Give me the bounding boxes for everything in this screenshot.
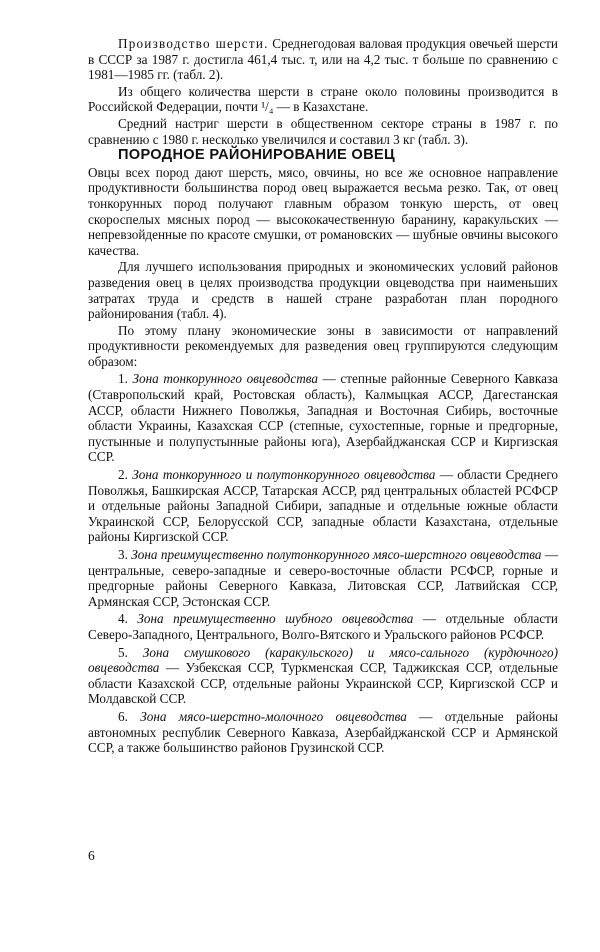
zone-name: Зона преимущественно полутонкорунного мясо-шерстного овцеводства [131, 547, 542, 562]
zone-item [88, 709, 558, 756]
zone-description: — отдельные области Северо-Западного, Центрального, Волго-Вятского и Уральского районов РСФСР. [88, 611, 558, 642]
paragraph-breeds-intro: Овцы всех пород дают шерсть, мясо, овчины, но все же основное направление продуктивности большинства пород овец выражается весьма резко. Так, от овец тонкорунных пород получают главным образом тонкую шерсть, от овец скороспелых мясных пород — высококачественную баранину, каракульских — непревзойденные по красоте смушки, от романовских — шубные овчины высокого качества. [88, 164, 558, 258]
paragraph-zoning-plan: Для лучшего использования природных и экономических условий районов разведения овец в целях производства продукции овцеводства при наименьших затратах труда и средств в нашей стране разработан план породного районирования (табл. 4). [88, 259, 558, 322]
page-number: 6 [88, 848, 95, 863]
wool-production-body: Среднегодовая валовая продукция овечьей шерсти в СССР за 1987 г. достигла 461,4 тыс. т, или на 4,2 тыс. т больше по сравнению с 1981—1985 гг. (табл. 2). [88, 36, 558, 83]
zone-name: Зона смушкового (каракульского) и мясо-сального (курдючного) овцеводства [88, 644, 558, 676]
zone-name: Зона преимущественно шубного овцеводства [137, 611, 414, 627]
paragraph-average-clip: Средний настриг шерсти в общественном секторе страны в 1987 г. по сравнению с 1980 г. несколько увеличился и составил 3 кг (табл. 3). [88, 115, 558, 147]
zone-description: — отдельные районы автономных республик Северного Кавказа, Азербайджанской ССР и Армянской ССР, а также большинство районов Грузинской ССР. [88, 708, 558, 756]
zone-description: — центральные, северо-западные и северо-восточные области РСФСР, горные и предгорные районы Северного Кавказа, Литовская ССР, Латвийская ССР, Армянская ССР, Эстонская ССР. [88, 547, 559, 609]
paragraph-wool-share: Из общего количества шерсти в стране около половины производится в Российской Федерации, почти ¹/₄ — в Казахстане. [88, 83, 558, 115]
zone-number: 2. [118, 467, 128, 483]
zone-number: 3. [118, 547, 128, 562]
section-heading: ПОРОДНОЕ РАЙОНИРОВАНИЕ ОВЕЦ [118, 147, 395, 164]
zone-item [88, 645, 558, 707]
zone-name: Зона мясо-шерстно-молочного овцеводства [140, 708, 407, 724]
wool-production-title: Производство шерсти. [118, 36, 269, 51]
zone-number: 6. [118, 708, 128, 724]
paragraph-wool-production [88, 36, 558, 83]
zone-description: — степные районные Северного Кавказа (Ставропольский край, Ростовская область), Калмыцкая АССР, Дагестанская АССР, области Нижнего Поволжья, Западная и Восточная Сибирь, восточные области Украины, Казахская ССР (степные, сухостепные, горные и предгорные, пустынные и полупустынные районы юга), Азербайджанская ССР и Киргизская ССР. [88, 371, 559, 465]
zone-number: 1. [118, 371, 128, 387]
zone-item [88, 547, 558, 609]
zone-name: Зона тонкорунного овцеводства [132, 371, 318, 387]
zone-number: 4. [118, 611, 128, 627]
zone-description: — области Среднего Поволжья, Башкирская АССР, Татарская АССР, ряд центральных областей РСФСР и отдельные районы Западной Сибири, западные и отдельные южные области Украинской ССР, Белорусской ССР, западные области Казахстана, отдельные районы Киргизской ССР. [88, 467, 559, 545]
zone-description: — Узбекская ССР, Туркменская ССР, Таджикская ССР, отдельные области Казахской ССР, отдельные районы Украинской ССР, Киргизской ССР и Молдавской ССР. [88, 660, 558, 707]
zone-item [88, 467, 558, 545]
zone-number: 5. [118, 644, 128, 660]
zone-name: Зона тонкорунного и полутонкорунного овцеводства [132, 467, 436, 483]
zone-item [88, 371, 558, 465]
page-text [88, 36, 558, 756]
paragraph-zone-grouping: По этому плану экономические зоны в зависимости от направлений продуктивности рекомендуемых для разведения овец группируются следующим образом: [88, 322, 558, 369]
zone-item [88, 611, 558, 642]
